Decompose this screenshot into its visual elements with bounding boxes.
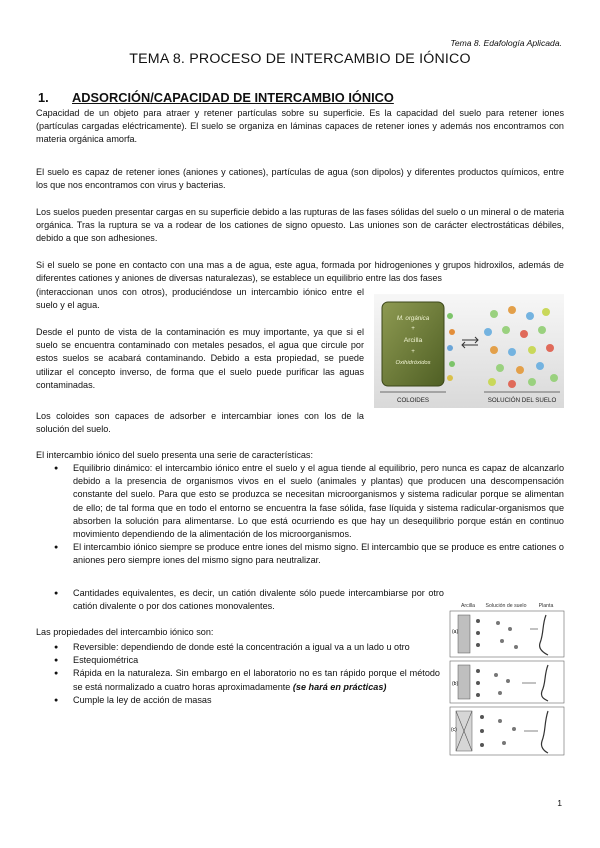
paragraph: El suelo es capaz de retener iones (aniones y cationes), partículas de agua (son dipolos) y diferentes productos químicos, entre los que nos encontramos con virus y bacterias. [36, 167, 564, 191]
paragraph: Desde el punto de vista de la contaminación es muy importante, ya que si el suelo se encuentra contaminado con metales pesados, el agua que circule por estos suelos se acabará contaminando. Debido a esta propiedad, se puede utilizar el concepto inverso, de forma que el suelo puede purificar las aguas contaminadas. [36, 327, 364, 390]
section-heading [38, 90, 394, 105]
panel-label: (a) [452, 629, 459, 635]
block-line: + [411, 325, 415, 332]
list-item: ● Estequiométrica [36, 654, 440, 667]
properties-list [36, 641, 440, 707]
panel-c [450, 707, 564, 755]
figure-exchange [448, 599, 566, 757]
figure-header: Arcilla [460, 603, 476, 609]
block-line: Arcilla [403, 337, 423, 344]
panel-label: (c) [451, 727, 457, 733]
list-item [36, 667, 440, 693]
list-item: ● Equilibrio dinámico: el intercambio iónico entre el suelo y el agua tiende al equilibrio, pero nunca es capaz de alcanzarlo debido a la presencia de organismos vivos en el suelo (animales y plantas) que producen una descompensación constante del suelo. Para que esto se produzca se necesitan microorganismos y sistema radicular porque se alimentan de ello; de tal forma que en todo el entorno se encuentra la fase sólida, fase líquida y sistema radicular-organismos que absorben la solución para alimentarse. Lo que está ocurriendo es que hay un desequilibrio porque están en continuo movimiento dependiendo de la alimentación de los microorganismos. [36, 462, 564, 541]
list-item: ● Cumple la ley de acción de masas [36, 694, 440, 707]
paragraph: Capacidad de un objeto para atraer y retener partículas sobre su superficie. Es la capacidad del suelo para retener iones (partículas cargadas eléctricamente). El suelo se organiza en láminas capaces de retener iones y además nos encontramos con materia orgánica amorfa. [36, 108, 564, 145]
paragraph: Las propiedades del intercambio iónico son: [36, 627, 214, 637]
header-note: Tema 8. Edafología Aplicada. [450, 38, 562, 48]
list-item: ● El intercambio iónico siempre se produce entre iones del mismo signo. El intercambio que se produce es entre cationes o aniones pero siempre iones del mismo signo para neutralizar. [36, 541, 564, 567]
characteristics-list [36, 587, 444, 613]
paragraph: (interaccionan unos con otros), produciéndose un intercambio iónico entre el suelo y el agua. [36, 287, 364, 311]
page-number: 1 [557, 798, 562, 808]
paragraph: El intercambio iónico del suelo presenta una serie de características: [36, 450, 313, 460]
panel-b [450, 661, 564, 703]
page-title: TEMA 8. PROCESO DE INTERCAMBIO DE IÓNICO [129, 51, 471, 67]
list-item-italic: (se hará en prácticas) [292, 681, 387, 692]
figure-label: SOLUCIÓN DEL SUELO [487, 397, 557, 404]
block-line: + [411, 348, 415, 355]
figure-header: Planta [538, 603, 554, 609]
figure-header: Solución de suelo [485, 603, 527, 609]
figure-colloids [374, 294, 564, 408]
list-item-text: Rápida en la naturaleza. Sin embargo en el laboratorio no es tan rápido porque el método se está normalizado a cuatro horas aproximadamente [73, 668, 440, 692]
list-item: ● Cantidades equivalentes, es decir, un catión divalente sólo puede intercambiarse por otro catión divalente o por dos cationes monovalentes. [36, 587, 444, 613]
paragraph: Si el suelo se pone en contacto con una mas a de agua, este agua, formada por hidrogeniones y grupos hidroxilos, además de diferentes cationes y aniones de diversas naturalezas), se establece un equilibrio entre las dos fases [36, 260, 564, 284]
figure-label: COLOIDES [397, 397, 429, 404]
block-line: M. orgánica [396, 315, 430, 322]
block-line: Oxihidróxidos [395, 360, 431, 366]
paragraph: Los coloides son capaces de adsorber e intercambiar iones con los de la solución del suelo. [36, 411, 364, 435]
panel-label: (b) [452, 681, 459, 687]
list-item: ● Reversible: dependiendo de donde esté la concentración a igual va a un lado u otro [36, 641, 440, 654]
characteristics-list [36, 462, 564, 568]
section-title: ADSORCIÓN/CAPACIDAD DE INTERCAMBIO IÓNICO [72, 90, 394, 105]
section-number: 1. [38, 90, 49, 105]
panel-a [450, 611, 564, 657]
colloids-illustration [374, 294, 564, 408]
exchange-illustration [448, 599, 566, 757]
paragraph: Los suelos pueden presentar cargas en su superficie debido a las rupturas de las fases sólidas del suelo o un mineral o de materia orgánica. Tras la ruptura se va a rodear de los cationes de signo opuesto. Las uniones son de carácter electrostáticas débiles, debido a que son adhesiones. [36, 207, 564, 244]
